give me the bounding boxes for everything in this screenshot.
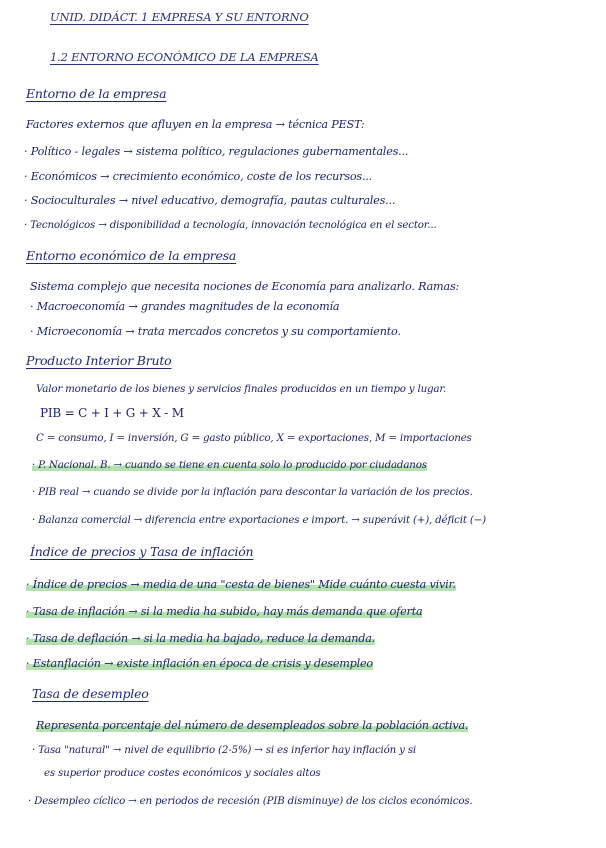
list-item: · Balanza comercial → diferencia entre exportaciones e import. → superávit (+), déficit (−) (32, 514, 486, 526)
heading-precios: Índice de precios y Tasa de inflación (30, 544, 254, 559)
entorno-empresa-intro: Factores externos que afluyen en la empresa → técnica PEST: (26, 118, 365, 131)
list-item-continuation: es superior produce costes económicos y sociales altos (44, 767, 321, 779)
highlighted-text: · Tasa de inflación → si la media ha subido, hay más demanda que oferta (26, 605, 423, 618)
highlighted-text: · Estanflación → existe inflación en época de crisis y desempleo (26, 657, 373, 670)
highlighted-text: · P. Nacional. B. → cuando se tiene en cuenta solo lo producido por ciudadanos (32, 459, 427, 471)
list-item (26, 578, 456, 591)
highlighted-text: · Índice de precios → media de una "cesta de bienes" Mide cuánto cuesta vivir. (26, 578, 456, 591)
unit-title: UNID. DIDÁCT. 1 EMPRESA Y SU ENTORNO (50, 10, 309, 24)
list-item: · Microeconomía → trata mercados concretos y su comportamiento. (30, 325, 401, 338)
list-item: · Macroeconomía → grandes magnitudes de la economía (30, 300, 340, 313)
heading-entorno-empresa: Entorno de la empresa (26, 86, 167, 101)
list-item (26, 605, 422, 618)
list-item (32, 459, 427, 471)
list-item (26, 632, 375, 645)
list-item: · Tasa "natural" → nivel de equilibrio (2-5%) → si es inferior hay inflación y si (32, 744, 417, 756)
heading-entorno-economico: Entorno económico de la empresa (26, 248, 237, 263)
pib-formula: PIB = C + I + G + X - M (40, 406, 184, 420)
heading-desempleo: Tasa de desempleo (32, 686, 149, 701)
heading-pib: Producto Interior Bruto (26, 353, 172, 368)
pib-legend: C = consumo, I = inversión, G = gasto público, X = exportaciones, M = importaciones (36, 432, 472, 444)
list-item: · Tecnológicos → disponibilidad a tecnología, innovación tecnológica en el sector... (24, 219, 437, 231)
pib-definition: Valor monetario de los bienes y servicios finales producidos en un tiempo y lugar. (36, 383, 447, 395)
entorno-economico-intro: Sistema complejo que necesita nociones de Economía para analizarlo. Ramas: (30, 280, 460, 293)
list-item: · Económicos → crecimiento económico, coste de los recursos... (24, 170, 373, 183)
highlighted-text: Representa porcentaje del número de desempleados sobre la población activa. (36, 719, 469, 732)
list-item: · PIB real → cuando se divide por la inflación para descontar la variación de los precios. (32, 486, 473, 498)
list-item (26, 657, 373, 670)
list-item: · Desempleo cíclico → en periodos de recesión (PIB disminuye) de los ciclos económicos. (28, 795, 473, 807)
highlighted-text: · Tasa de deflación → si la media ha bajado, reduce la demanda. (26, 632, 376, 645)
list-item: · Político - legales → sistema político, regulaciones gubernamentales... (24, 145, 409, 158)
list-item: · Socioculturales → nivel educativo, demografía, pautas culturales... (24, 194, 396, 207)
desempleo-intro (36, 719, 468, 732)
section-title: 1.2 ENTORNO ECONÓMICO DE LA EMPRESA (50, 50, 319, 64)
